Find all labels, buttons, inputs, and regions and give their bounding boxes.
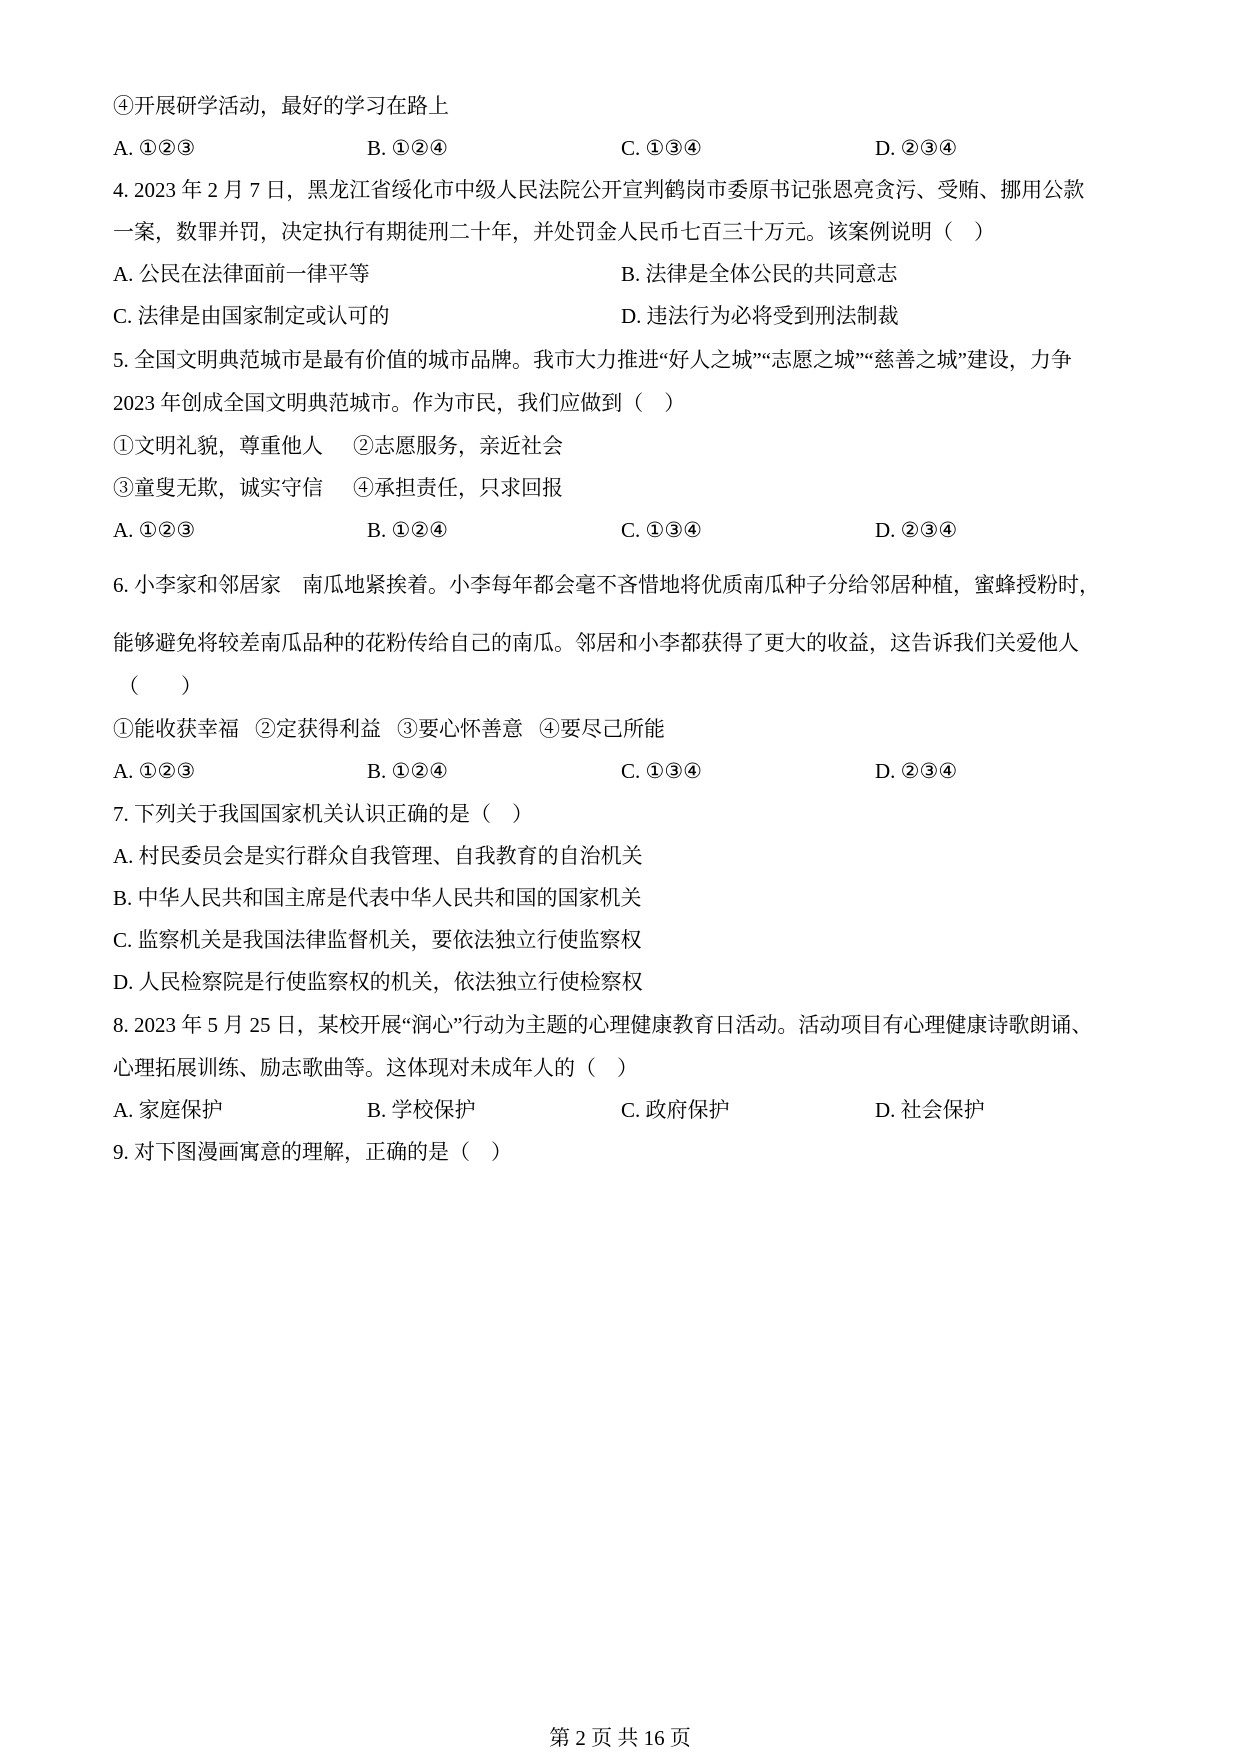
q7-stem: 7. 下列关于我国国家机关认识正确的是（ ） — [113, 802, 533, 826]
q8-option-a: A. 家庭保护 — [113, 1098, 223, 1122]
q8-option-c: C. 政府保护 — [621, 1098, 730, 1122]
q5-option-d: D. ②③④ — [875, 518, 958, 542]
q6-item-3: ③要心怀善意 — [397, 717, 523, 741]
q5-option-c: C. ①③④ — [621, 518, 702, 542]
q3-option-d: D. ②③④ — [875, 136, 958, 160]
q8-option-d: D. 社会保护 — [875, 1098, 985, 1122]
q5-option-b: B. ①②④ — [367, 518, 448, 542]
q6-option-a: A. ①②③ — [113, 759, 196, 783]
q8-stem-line-2: 心理拓展训练、励志歌曲等。这体现对未成年人的（ ） — [113, 1056, 638, 1080]
q4-stem-line-2: 一案，数罪并罚，决定执行有期徒刑二十年，并处罚金人民币七百三十万元。该案例说明（ ） — [113, 220, 995, 244]
q8-option-b: B. 学校保护 — [367, 1098, 476, 1122]
q3-option-c: C. ①③④ — [621, 136, 702, 160]
q3-option-a: A. ①②③ — [113, 136, 196, 160]
q4-option-d: D. 违法行为必将受到刑法制裁 — [621, 304, 899, 328]
q6-item-2: ②定获得利益 — [255, 717, 381, 741]
q9-stem: 9. 对下图漫画寓意的理解，正确的是（ ） — [113, 1140, 512, 1164]
q6-options — [113, 757, 1123, 785]
q6-item-1: ①能收获幸福 — [113, 717, 239, 741]
q6-stem-line-1: 6. 小李家和邻居家 南瓜地紧挨着。小李每年都会毫不吝惜地将优质南瓜种子分给邻居种植，蜜蜂授粉时， — [113, 573, 1100, 597]
page-number: 第 2 页 共 16 页 — [549, 1726, 691, 1750]
q5-stem-line-2: 2023 年创成全国文明典范城市。作为市民，我们应做到（ ） — [113, 391, 686, 415]
q3-options — [113, 134, 1123, 162]
q8-options — [113, 1096, 1123, 1124]
q8-stem-line-1: 8. 2023 年 5 月 25 日，某校开展“润心”行动为主题的心理健康教育日活动。活动项目有心理健康诗歌朗诵、 — [113, 1013, 1093, 1037]
q4-options-row-1 — [113, 260, 1123, 288]
q6-stem-line-2: 能够避免将较差南瓜品种的花粉传给自己的南瓜。邻居和小李都获得了更大的收益，这告诉我们关爱他人 — [113, 631, 1079, 655]
q5-item-4: ④承担责任，只求回报 — [353, 476, 563, 500]
q6-option-c: C. ①③④ — [621, 759, 702, 783]
q6-answer-blank: （ ） — [118, 674, 202, 698]
q4-option-c: C. 法律是由国家制定或认可的 — [113, 304, 390, 328]
q7-option-b: B. 中华人民共和国主席是代表中华人民共和国的国家机关 — [113, 886, 642, 910]
q5-item-1: ①文明礼貌，尊重他人 — [113, 434, 323, 458]
q5-items-row-2 — [113, 474, 563, 502]
q6-option-b: B. ①②④ — [367, 759, 448, 783]
q5-item-3: ③童叟无欺，诚实守信 — [113, 476, 323, 500]
q6-option-d: D. ②③④ — [875, 759, 958, 783]
q5-item-2: ②志愿服务，亲近社会 — [353, 434, 563, 458]
q5-stem-line-1: 5. 全国文明典范城市是最有价值的城市品牌。我市大力推进“好人之城”“志愿之城”“慈善之城”建设，力争 — [113, 348, 1072, 372]
q4-option-b: B. 法律是全体公民的共同意志 — [621, 262, 898, 286]
q5-option-a: A. ①②③ — [113, 518, 196, 542]
q7-option-a: A. 村民委员会是实行群众自我管理、自我教育的自治机关 — [113, 844, 643, 868]
q7-option-d: D. 人民检察院是行使监察权的机关，依法独立行使检察权 — [113, 970, 643, 994]
q4-options-row-2 — [113, 302, 1123, 330]
q6-items — [113, 715, 665, 743]
q5-options — [113, 516, 1123, 544]
q3-item-4: ④开展研学活动，最好的学习在路上 — [113, 94, 449, 118]
q6-item-4: ④要尽己所能 — [539, 717, 665, 741]
q3-option-b: B. ①②④ — [367, 136, 448, 160]
q7-option-c: C. 监察机关是我国法律监督机关，要依法独立行使监察权 — [113, 928, 642, 952]
q5-items-row-1 — [113, 432, 563, 460]
q4-stem-line-1: 4. 2023 年 2 月 7 日，黑龙江省绥化市中级人民法院公开宣判鹤岗市委原书记张恩亮贪污、受贿、挪用公款 — [113, 178, 1085, 202]
q4-option-a: A. 公民在法律面前一律平等 — [113, 262, 370, 286]
